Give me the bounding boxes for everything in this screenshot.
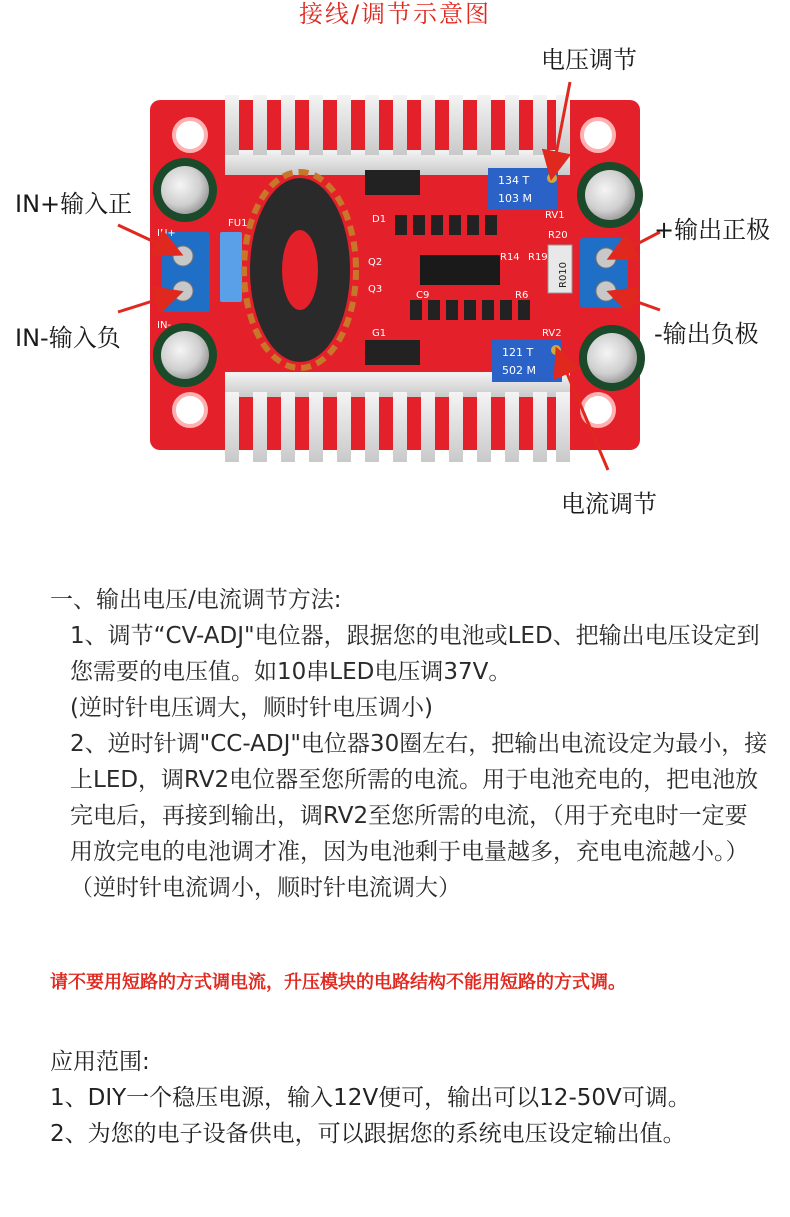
silk-r20: R20: [548, 230, 568, 241]
silk-fu1: FU1: [228, 218, 248, 229]
rv2-mark: 121 T: [502, 346, 534, 359]
section-adjust-method: [50, 582, 770, 906]
silk-q2: Q2: [368, 257, 383, 268]
application-item: 2、为您的电子设备供电，可以跟据您的系统电压设定输出值。: [50, 1121, 686, 1147]
method-step-1-note: (逆时针电压调大，顺时针电压调小): [70, 695, 433, 721]
silk-g1: G1: [372, 328, 387, 339]
method-step-2: 2、逆时针调"CC-ADJ"电位器30圈左右，把输出电流设定为最小，接上LED，调RV2电位器至您所需的电流。用于电池充电的，把电池放完电后，再接到输出，调RV2至您所需的电流，（用于充电时一定要用放完电的电池调才准，因为电池剩于电量越多，充电电流越小。）（逆时针电流调小，顺时针电流调大）: [70, 731, 768, 901]
rv1-mark-2: 103 M: [498, 192, 532, 205]
shunt-mark: R010: [558, 261, 569, 288]
ic-chip: [420, 255, 500, 285]
rv1-mark: 134 T: [498, 174, 530, 187]
diagram-title: 接线/调节示意图: [298, 0, 492, 28]
method-step-1: 1、调节“CV-ADJ"电位器，跟据您的电池或LED、把输出电压设定到您需要的电压值。如10串LED电压调37V。: [70, 623, 760, 685]
mount-hole: [174, 394, 206, 426]
potentiometer-rv1: [488, 168, 558, 210]
label-out-plus: +输出正极: [654, 216, 771, 244]
applications-title: 应用范围:: [50, 1049, 150, 1075]
silk-q3: Q3: [368, 284, 383, 295]
warning-text: 请不要用短路的方式调电流，升压模块的电路结构不能用短路的方式调。: [50, 972, 626, 993]
shunt-resistor: [548, 245, 572, 293]
capacitor-out-top: [577, 162, 643, 228]
rv2-mark-2: 502 M: [502, 364, 536, 377]
wiring-diagram: [0, 0, 790, 540]
capacitor-in-top: [153, 158, 217, 222]
label-current-adjust: 电流调节: [561, 490, 657, 518]
mosfet-top: [365, 170, 420, 195]
mount-hole: [174, 119, 206, 151]
application-item: 1、DIY一个稳压电源，输入12V便可，输出可以12-50V可调。: [50, 1085, 691, 1111]
mosfet-bottom: [365, 340, 420, 365]
silk-r6: R6: [515, 290, 529, 301]
mount-hole: [582, 119, 614, 151]
section-title: 一、输出电压/电流调节方法:: [50, 587, 342, 613]
capacitor-out-bottom: [579, 325, 645, 391]
label-in-minus: IN-输入负: [15, 324, 121, 352]
silk-c9: C9: [416, 290, 430, 301]
silk-d1: D1: [372, 214, 387, 225]
silk-r19: R19: [528, 252, 548, 263]
label-voltage-adjust: 电压调节: [541, 46, 637, 74]
silk-in-minus: IN-: [157, 320, 172, 331]
input-terminal: [162, 232, 210, 312]
silk-rv2: RV2: [542, 328, 562, 339]
label-in-plus: IN+输入正: [15, 190, 133, 218]
fuse: [220, 232, 242, 302]
potentiometer-rv2: [492, 340, 562, 382]
applications-list: [50, 1080, 750, 1152]
label-out-minus: -输出负极: [654, 320, 759, 348]
silk-rv1: RV1: [545, 210, 565, 221]
capacitor-in-bottom: [153, 323, 217, 387]
silk-r14: R14: [500, 252, 520, 263]
silk-in-plus: IN+: [157, 228, 176, 239]
